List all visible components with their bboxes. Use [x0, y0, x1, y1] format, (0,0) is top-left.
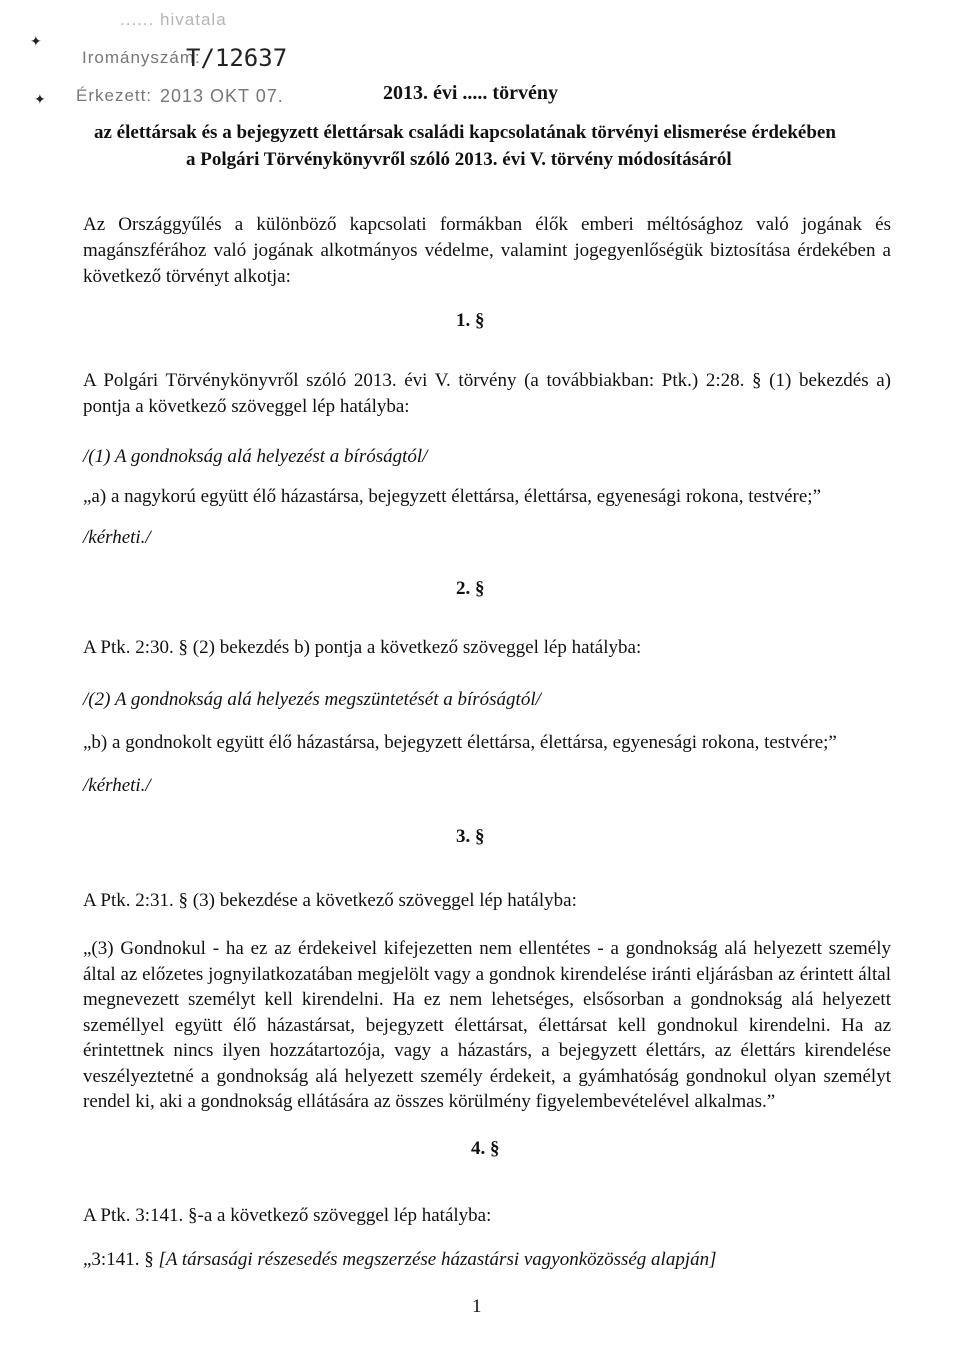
- section-1-closing: /kérheti./: [83, 527, 151, 548]
- section-4-quote-prefix: „3:141. §: [83, 1249, 154, 1270]
- law-subtitle-line1: az élettársak és a bejegyzett élettársak családi kapcsolatának törvényi elismerése érdekében: [94, 122, 836, 143]
- stamp-top-text: ...... hivatala: [120, 10, 227, 29]
- section-2-intro: A Ptk. 2:30. § (2) bekezdés b) pontja a következő szöveggel lép hatályba:: [83, 637, 642, 658]
- section-2-quote: „b) a gondnokolt együtt élő házastársa, bejegyzett élettársa, élettársa, egyenesági rokona, testvére;”: [83, 732, 837, 753]
- section-2-number: 2. §: [456, 578, 485, 599]
- section-1-context: /(1) A gondnokság alá helyezést a bíróságtól/: [83, 446, 428, 467]
- section-2-context: /(2) A gondnokság alá helyezés megszüntetését a bíróságtól/: [83, 689, 541, 710]
- section-4-intro: A Ptk. 3:141. §-a a következő szöveggel lép hatályba:: [83, 1205, 492, 1226]
- margin-mark: ✦: [30, 35, 42, 50]
- section-3-intro: A Ptk. 2:31. § (3) bekezdése a következő szöveggel lép hatályba:: [83, 890, 577, 911]
- handwritten-document-number: T/12637: [186, 44, 288, 72]
- stamp-received-date: 2013 OKT 07.: [160, 86, 284, 106]
- section-1-quote: „a) a nagykorú együtt élő házastársa, bejegyzett élettársa, élettársa, egyenesági rokona, testvére;”: [83, 486, 822, 507]
- stamp-received-label: Érkezett:: [76, 86, 153, 105]
- section-1-number: 1. §: [456, 310, 485, 331]
- law-title: 2013. évi ..... törvény: [383, 82, 558, 104]
- preamble: Az Országgyűlés a különböző kapcsolati formákban élők emberi méltósághoz való jogának és magánszférához való jogának alkotmányos védelme, valamint jogegyenlőségük biztosítása érdekében a következő törvényt alkotja:: [83, 214, 891, 287]
- law-subtitle-line2: a Polgári Törvénykönyvről szóló 2013. évi V. törvény módosításáról: [186, 149, 732, 170]
- stamp-office-label: Irományszám:: [82, 48, 201, 67]
- section-4-number: 4. §: [471, 1138, 500, 1159]
- page-number: 1: [472, 1296, 482, 1317]
- section-3-quote: „(3) Gondnokul - ha ez az érdekeivel kifejezetten nem ellentétes - a gondnokság alá helyezett személy által az előzetes jognyilatkozatában megjelölt vagy a gondnok kirendelése iránti eljárásban az érintett által megnevezett személyt kell kirendelni. Ha ez nem lehetséges, elsősorban a gondnokság alá helyezett személlyel együtt élő házastársat, bejegyzett élettársat, élettársat kell gondnokul kirendelni. Ha az érintettnek nincs ilyen hozzátartozója, vagy a házastárs, a bejegyzett élettárs, az élettárs kirendelése veszélyeztetné a gondnokság alá helyezett személy érdekeit, a gyámhatóság gondnokul olyan személyt rendel ki, aki a gondnokság ellátására az összes körülmény figyelembevételével alkalmas.”: [83, 938, 891, 1112]
- margin-mark: ✦: [34, 93, 46, 108]
- section-3-number: 3. §: [456, 826, 485, 847]
- section-2-closing: /kérheti./: [83, 775, 151, 796]
- section-1-intro: A Polgári Törvénykönyvről szóló 2013. évi V. törvény (a továbbiakban: Ptk.) 2:28. § (1) bekezdés a) pontja a következő szöveggel lép hatályba:: [83, 370, 891, 417]
- section-4-quote-heading: [A társasági részesedés megszerzése házastársi vagyonközösség alapján]: [158, 1249, 717, 1270]
- section-4-quote: [83, 1249, 717, 1271]
